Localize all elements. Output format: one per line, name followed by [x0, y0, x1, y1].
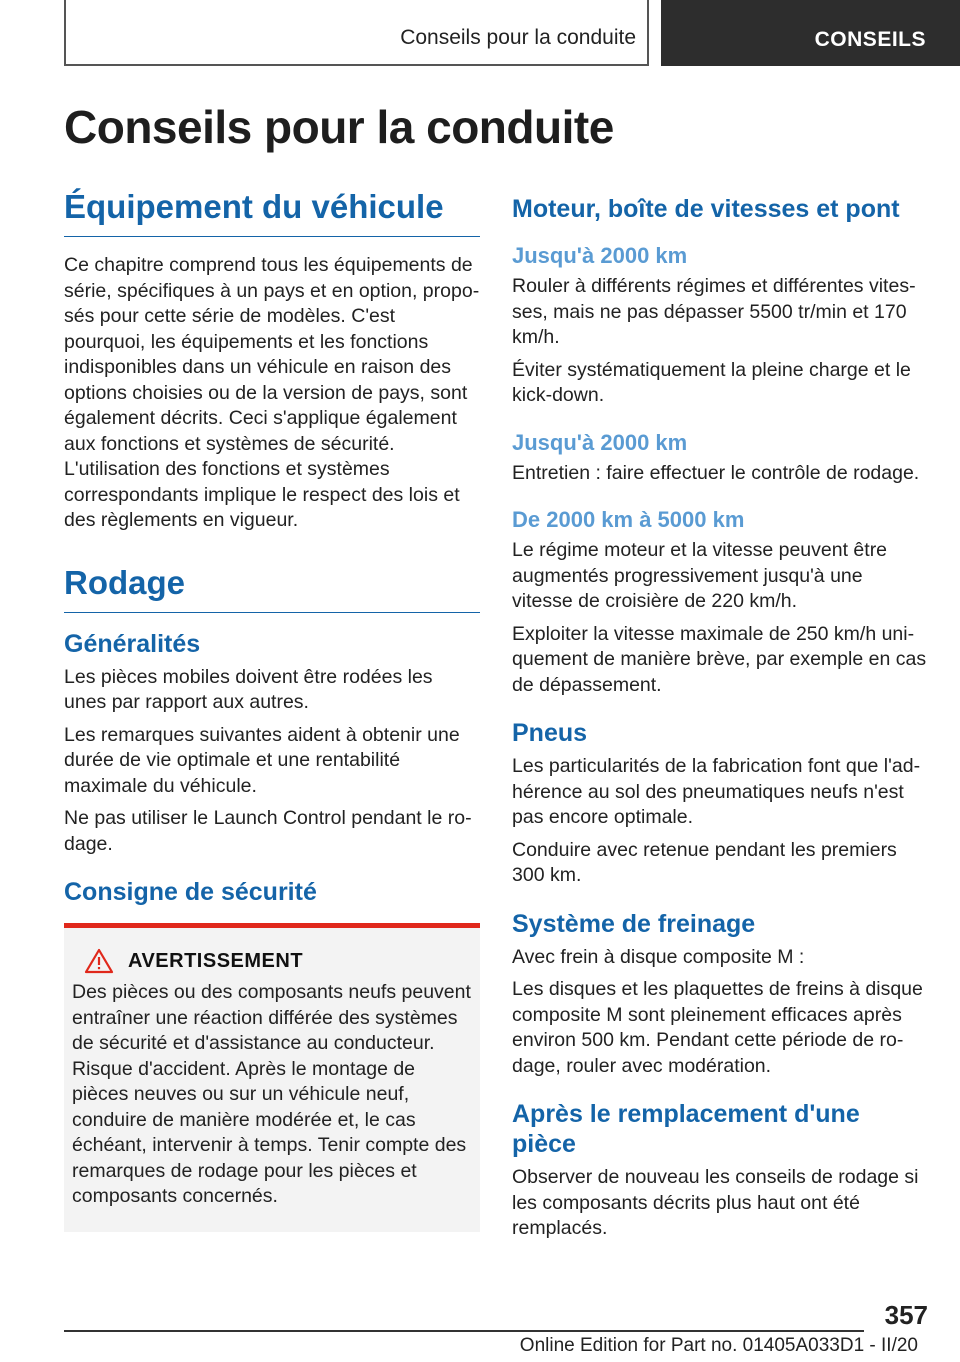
warning-title: AVERTISSEMENT [128, 949, 304, 972]
heading-remplacement: Après le remplacement d'une pièce [512, 1100, 860, 1158]
remplacement-paragraph: Observer de nouveau les conseils de rodage si les composants décrits plus haut ont été remplacés. [512, 1166, 919, 1239]
heading-moteur: Moteur, boîte de vitesses et pont [512, 195, 900, 223]
heading-jusqua-2000-1: Jusqu'à 2000 km [512, 243, 688, 268]
s2-paragraph-1: Entretien : faire effectuer le contrôle de rodage. [512, 461, 920, 484]
warning-box [64, 923, 480, 1232]
warning-text: Des pièces ou des composants neufs peuvent entraîner une réaction différée des systèmes de sécurité et d'assistance au conducteur. Risque d'accident. Après le montage de pièces neuves ou sur un véhicule neuf, conduire de manière modérée et, le cas échéant, intervenir à temps. Tenir compte des remarques de rodage pour les pièces et composants concernés. [72, 981, 471, 1207]
s3-paragraph-1: Le régime moteur et la vitesse peuvent être augmentés progressivement jusqu'à une vitesse de croisière de 220 km/h. [512, 539, 888, 612]
heading-jusqua-2000-2: Jusqu'à 2000 km [512, 429, 688, 455]
right-column [512, 188, 928, 1249]
left-column [64, 188, 480, 1232]
equipement-paragraph: Ce chapitre comprend tous les équipements de série, spécifiques à un pays et en option, proposés pour cette série de modèles. C'est pourquoi, les équipements et les fonctions indisponibles dans un véhicule en raison des options choisies ou de la version de pays, sont également décrits. Ceci s'applique également aux fonctions et systèmes de sécurité. L'utilisation des fonctions et systèmes correspondants implique le respect des lois et des règlements en vigueur. [64, 254, 480, 531]
warning-triangle-icon [84, 948, 114, 974]
pneus-paragraph-2: Conduire avec retenue pendant les premiers 300 km. [512, 838, 897, 886]
generalites-paragraph-1: Les pièces mobiles doivent être rodées les unes par rapport aux autres. [64, 665, 433, 713]
header-rule-mid [647, 0, 649, 66]
footer-rule [64, 1330, 864, 1332]
s1-paragraph-1: Rouler à différents régimes et différentes vitesses, mais ne pas dépasser 5500 tr/min et 170 km/h. [512, 275, 916, 348]
heading-2000-5000: De 2000 km à 5000 km [512, 507, 745, 532]
page-header [0, 0, 960, 66]
heading-equipement: Équipement du véhicule [64, 188, 480, 237]
s1-paragraph-2: Éviter systématiquement la pleine charge et le kick-down. [512, 358, 911, 406]
page-number: 357 [884, 1300, 928, 1330]
header-chapter-tab: CONSEILS [661, 0, 960, 66]
header-section-title: Conseils pour la conduite [400, 26, 636, 49]
heading-pneus: Pneus [512, 719, 588, 747]
generalites-paragraph-2: Les remarques suivantes aident à obtenir une durée de vie optimale et une rentabilité maximale du véhicule. [64, 723, 460, 797]
warning-header [72, 948, 472, 974]
heading-freinage: Système de freinage [512, 909, 756, 938]
page-title: Conseils pour la conduite [64, 101, 614, 153]
s3-paragraph-2: Exploiter la vitesse maximale de 250 km/h uniquement de manière brève, par exemple en cas de dépassement. [512, 622, 927, 696]
heading-rodage: Rodage [64, 564, 480, 613]
generalites-paragraph-3: Ne pas utiliser le Launch Control pendant le rodage. [64, 807, 472, 855]
heading-generalites: Généralités [64, 629, 201, 658]
pneus-paragraph-1: Les particularités de la fabrication font que l'adhérence au sol des pneumatiques neufs n'est pas encore optimale. [512, 755, 921, 828]
header-rule-bottom [64, 64, 649, 66]
frein-paragraph-2: Les disques et les plaquettes de freins à disque composite M sont pleinement efficaces après environ 500 km. Pendant cette période de rodage, rouler avec modération. [512, 978, 923, 1077]
heading-consigne-securite: Consigne de sécurité [64, 878, 317, 906]
frein-paragraph-1: Avec frein à disque composite M : [512, 945, 805, 968]
footer-edition: Online Edition for Part no. 01405A033D1 - II/20 [519, 1335, 918, 1356]
